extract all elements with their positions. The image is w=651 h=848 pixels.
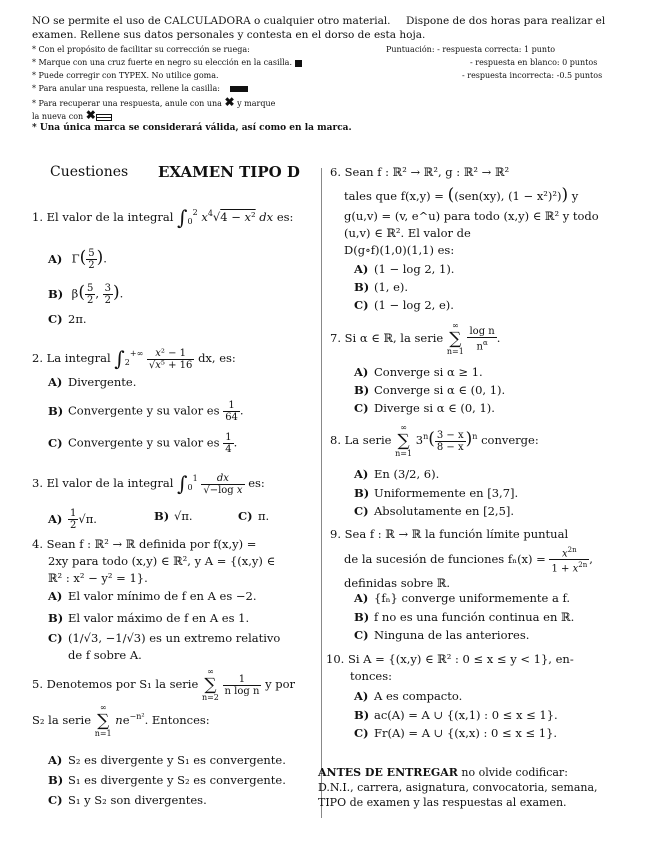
q2-option-b[interactable]: B) Convergente y su valor es $\frac{1}{64}$ . — [48, 400, 244, 423]
cuestiones-label: Cuestiones — [50, 164, 129, 180]
scoring-3: - respuesta incorrecta: -0.5 puntos — [462, 71, 603, 80]
q6-option-c[interactable]: C) (1 − log 2, e). — [354, 298, 454, 312]
question-5-cont: S₂ la serie ∞ ∑ n=1 $ne^{-n^2}$. Entonces: — [32, 703, 210, 738]
q9-option-b[interactable]: B) f no es una función continua en ℝ. — [354, 610, 575, 624]
recover-mark-icon: ✖ — [85, 108, 96, 122]
question-3: 3. El valor de la integral $\int_0^1$ $\frac{dx}{\text{√−log x}}$ es: — [32, 471, 265, 496]
question-4: 4. Sean f : ℝ² → ℝ definida por f(x,y) = 2xy para todo (x,y) ∈ ℝ², y A = {(x,y) ∈ ℝ² : x² − y² = 1}. — [32, 537, 276, 585]
q7-option-c[interactable]: C) Diverge si α ∈ (0, 1). — [354, 401, 495, 415]
question-2: 2. La integral $\int_2^{+\infty}$ $\frac{\text{x² − 1}}{\text{√x⁵ + 16}}$ dx, es: — [32, 346, 236, 371]
exam-title: EXAMEN TIPO D — [158, 163, 300, 181]
note-1: * Con el propósito de facilitar su corrección se ruega: — [32, 45, 250, 54]
question-9: 9. Sea f : ℝ → ℝ la función límite puntual de la sucesión de funciones fₙ(x) = $\frac{x^{2n}}{1 + x^{2n}}$ , definidas sobre ℝ. — [330, 527, 593, 590]
header-line-1: NO se permite el uso de CALCULADORA o cualquier otro material. Dispone de dos horas para realizar el — [32, 15, 606, 27]
q3-option-a[interactable]: A) $\frac{1}{2}$ √π. — [48, 508, 97, 531]
scoring-2: - respuesta en blanco: 0 puntos — [470, 58, 598, 67]
q6-option-b[interactable]: B) (1, e). — [354, 280, 409, 294]
q1-option-c[interactable]: C) 2π. — [48, 312, 87, 326]
q3-options — [48, 508, 308, 531]
question-10: 10. Si A = {(x,y) ∈ ℝ² : 0 ≤ x ≤ y < 1}, en- tonces: — [326, 652, 574, 683]
q1-option-b[interactable]: B) β( $\frac{5}{2}$ , $\frac{3}{2}$ ). — [48, 282, 124, 306]
q4-option-a[interactable]: A) El valor mínimo de f en A es −2. — [48, 589, 257, 603]
q4-option-b[interactable]: B) El valor máximo de f en A es 1. — [48, 611, 250, 625]
q9-option-a[interactable]: A) {fₙ} converge uniformemente a f. — [354, 591, 571, 605]
note-2: * Marque con una cruz fuerte en negro su elección en la casilla. — [32, 57, 302, 69]
q2-option-a[interactable]: A) Divergente. — [48, 375, 137, 389]
q4-option-c[interactable]: C) (1/√3, −1/√3) es un extremo relativo de f sobre A. — [48, 631, 281, 662]
q10-option-c[interactable]: C) Fr(A) = A ∪ {(x,x) : 0 ≤ x ≤ 1}. — [354, 726, 558, 740]
annul-box-icon — [230, 86, 248, 92]
q3-option-b[interactable]: B) √π. — [154, 509, 193, 523]
q7-option-b[interactable]: B) Converge si α ∈ (0, 1). — [354, 383, 506, 397]
question-6: 6. Sean f : ℝ² → ℝ², g : ℝ² → ℝ² tales que f(x,y) = ((sen(xy), (1 − x²)²)) y g(u,v) = (v, e^u) para todo (x,y) ∈ ℝ² y todo (u,v) ∈ ℝ². El valor de D(g∘f)(1,0)(1,1) es: — [330, 165, 599, 257]
q5-option-b[interactable]: B) S₁ es divergente y S₂ es convergente. — [48, 773, 286, 787]
q8-option-c[interactable]: C) Absolutamente en [2,5]. — [354, 504, 515, 518]
q9-option-c[interactable]: C) Ninguna de las anteriores. — [354, 628, 530, 642]
q8-option-a[interactable]: A) En (3/2, 6). — [354, 467, 440, 481]
footer-note: ANTES DE ENTREGAR no olvide codificar: D.N.I., carrera, asignatura, convocatoria, semana, TIPO de examen y las respuestas al examen. — [318, 766, 598, 809]
q10-option-b[interactable]: B) ac(A) = A ∪ {(x,1) : 0 ≤ x ≤ 1}. — [354, 708, 558, 722]
question-7: 7. Si α ∈ ℝ, la serie ∞ ∑ n=1 $\frac{\text{log n}}{n^\alpha}$ . — [330, 321, 501, 356]
q8-option-b[interactable]: B) Uniformemente en [3,7]. — [354, 486, 519, 500]
question-1: 1. El valor de la integral $\int_0^2$ $x^4√4 - x^2$ dx es: — [32, 205, 294, 230]
note-4: * Para anular una respuesta, rellene la casilla: — [32, 83, 248, 95]
q1-option-a[interactable]: A) Γ( $\frac{5}{2}$ ). — [48, 247, 107, 271]
q6-option-a[interactable]: A) (1 − log 2, 1). — [354, 262, 455, 276]
q5-option-a[interactable]: A) S₂ es divergente y S₁ es convergente. — [48, 753, 286, 767]
filled-box-icon — [295, 60, 302, 67]
scoring-title: Puntuación: - respuesta correcta: 1 punto — [386, 45, 556, 54]
question-8: 8. La serie ∞ ∑ n=1 3$^n$( $\frac{3 - x}{8 - x}$ )$^n$ converge: — [330, 423, 539, 458]
q5-option-c[interactable]: C) S₁ y S₂ son divergentes. — [48, 793, 207, 807]
cross-icon: ✖ — [224, 95, 235, 109]
header-line-2: examen. Rellene sus datos personales y contesta en el dorso de esta hoja. — [32, 29, 426, 41]
q2-option-c[interactable]: C) Convergente y su valor es $\frac{1}{4}$ . — [48, 432, 238, 455]
question-5: 5. Denotemos por S₁ la serie ∞ ∑ n=2 $\frac{1}{\text{n log n}}$ y por — [32, 667, 295, 702]
q3-option-c[interactable]: C) π. — [238, 509, 270, 523]
column-divider — [321, 168, 322, 818]
note-3: * Puede corregir con TYPEX. No utilice goma. — [32, 71, 219, 80]
note-6: la nueva con ✖ — [32, 109, 112, 123]
q7-option-a[interactable]: A) Converge si α ≥ 1. — [354, 365, 483, 379]
q10-option-a[interactable]: A) A es compacto. — [354, 689, 463, 703]
note-5: * Para recuperar una respuesta, anule con una ✖ y marque — [32, 95, 276, 109]
bold-note: * Una única marca se considerará válida, así como en la marca. — [32, 123, 352, 133]
